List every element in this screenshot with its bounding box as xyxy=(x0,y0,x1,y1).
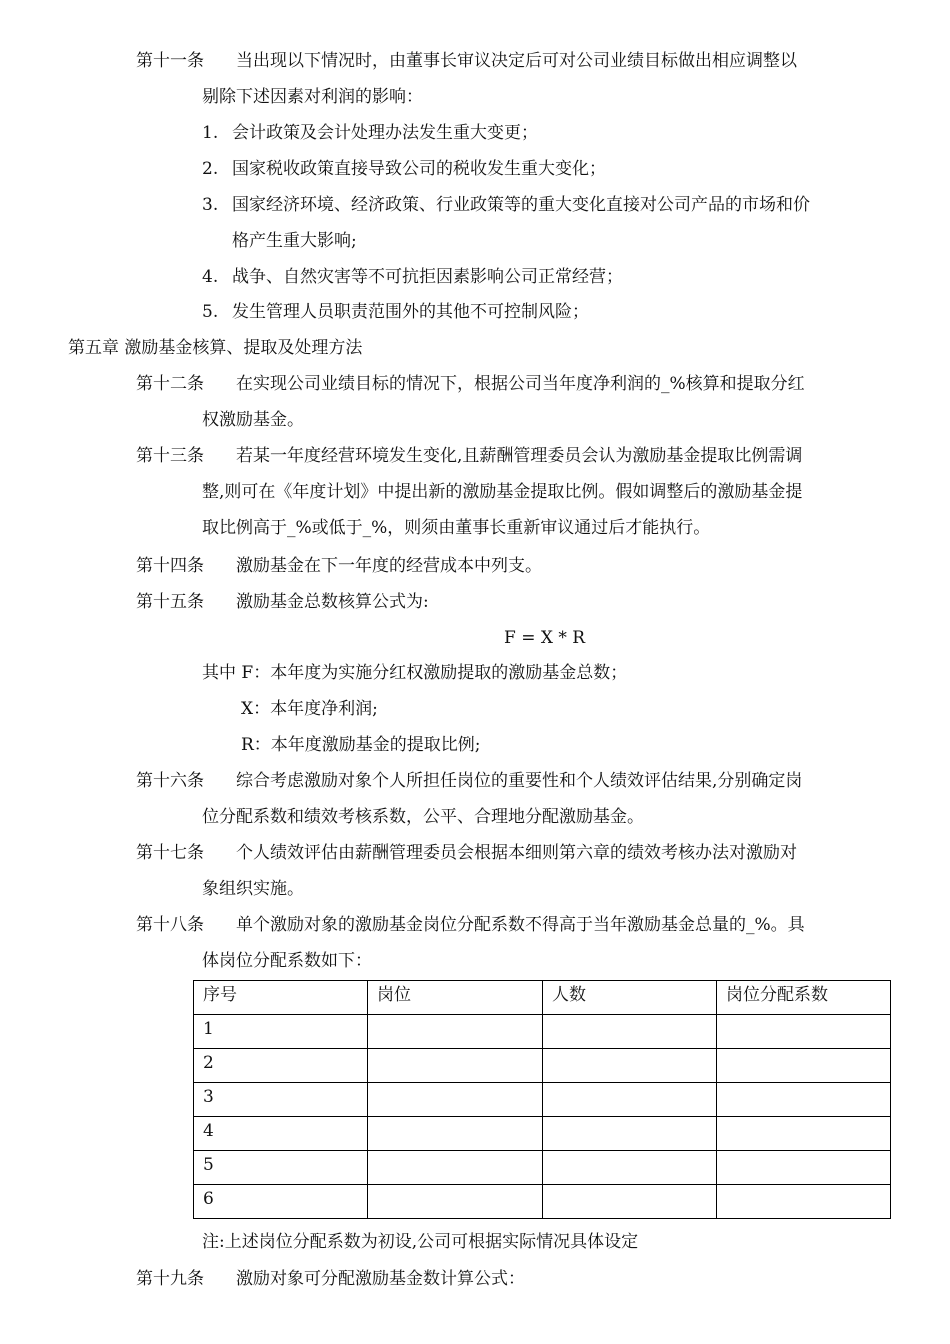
list-item-number: 3. xyxy=(202,195,219,215)
article-11-text: 当出现以下情况时，由董事长审议决定后可对公司业绩目标做出相应调整以 xyxy=(236,51,797,71)
chapter-heading: 第五章 激励基金核算、提取及处理方法 xyxy=(68,338,363,358)
list-item-number: 4. xyxy=(202,267,219,287)
table-cell xyxy=(543,1015,717,1049)
article-13-text-cont: 取比例高于_%或低于_%，则须由董事长重新审议通过后才能执行。 xyxy=(202,518,711,538)
table-cell xyxy=(368,1117,543,1151)
article-19-label: 第十九条 xyxy=(136,1269,204,1289)
column-header: 人数 xyxy=(543,981,717,1015)
table-cell xyxy=(368,1015,543,1049)
table-row xyxy=(194,1083,891,1117)
table-cell xyxy=(368,1049,543,1083)
list-item-number: 2. xyxy=(202,159,219,179)
article-17-text-cont: 象组织实施。 xyxy=(202,879,304,899)
list-item: 国家经济环境、经济政策、行业政策等的重大变化直接对公司产品的市场和价 xyxy=(232,195,810,215)
table-cell xyxy=(717,1083,891,1117)
table-cell xyxy=(717,1185,891,1219)
article-13-text-cont: 整,则可在《年度计划》中提出新的激励基金提取比例。假如调整后的激励基金提 xyxy=(202,482,803,502)
article-18-text: 单个激励对象的激励基金岗位分配系数不得高于当年激励基金总量的_%。具 xyxy=(236,915,805,935)
article-15-label: 第十五条 xyxy=(136,592,204,612)
table-cell: 6 xyxy=(194,1185,368,1219)
column-header: 序号 xyxy=(194,981,368,1015)
list-item: 发生管理人员职责范围外的其他不可控制风险； xyxy=(232,302,589,322)
allocation-table xyxy=(193,980,891,1219)
column-header: 岗位 xyxy=(368,981,543,1015)
article-12-label: 第十二条 xyxy=(136,374,204,394)
table-cell: 1 xyxy=(194,1015,368,1049)
list-item-number: 1. xyxy=(202,123,219,143)
article-12-text-cont: 权激励基金。 xyxy=(202,410,304,430)
article-19-text: 激励对象可分配激励基金数计算公式： xyxy=(236,1269,525,1289)
table-row xyxy=(194,1117,891,1151)
formula-definition-r: R：本年度激励基金的提取比例; xyxy=(241,735,481,755)
table-cell xyxy=(543,1049,717,1083)
article-14-label: 第十四条 xyxy=(136,556,204,576)
table-header-row xyxy=(194,981,891,1015)
formula-definition-f: 其中 F：本年度为实施分红权激励提取的激励基金总数； xyxy=(202,663,628,683)
article-16-text: 综合考虑激励对象个人所担任岗位的重要性和个人绩效评估结果,分别确定岗 xyxy=(236,771,803,791)
table-row xyxy=(194,1151,891,1185)
article-11-text-cont: 剔除下述因素对利润的影响： xyxy=(202,87,423,107)
table-cell xyxy=(543,1117,717,1151)
table-row xyxy=(194,1015,891,1049)
table-cell: 2 xyxy=(194,1049,368,1083)
table-note: 注:上述岗位分配系数为初设,公司可根据实际情况具体设定 xyxy=(202,1232,639,1252)
column-header: 岗位分配系数 xyxy=(717,981,891,1015)
table-cell xyxy=(543,1151,717,1185)
table-cell: 4 xyxy=(194,1117,368,1151)
list-item: 战争、自然灾害等不可抗拒因素影响公司正常经营； xyxy=(232,267,623,287)
article-14-text: 激励基金在下一年度的经营成本中列支。 xyxy=(236,556,542,576)
article-13-label: 第十三条 xyxy=(136,446,204,466)
article-16-text-cont: 位分配系数和绩效考核系数，公平、合理地分配激励基金。 xyxy=(202,807,644,827)
table-cell: 5 xyxy=(194,1151,368,1185)
table-cell xyxy=(717,1015,891,1049)
table-row xyxy=(194,1185,891,1219)
article-17-text: 个人绩效评估由薪酬管理委员会根据本细则第六章的绩效考核办法对激励对 xyxy=(236,843,797,863)
article-18-text-cont: 体岗位分配系数如下： xyxy=(202,951,372,971)
table-cell xyxy=(368,1083,543,1117)
article-17-label: 第十七条 xyxy=(136,843,204,863)
article-12-text: 在实现公司业绩目标的情况下，根据公司当年度净利润的_%核算和提取分红 xyxy=(236,374,805,394)
article-18-label: 第十八条 xyxy=(136,915,204,935)
article-16-label: 第十六条 xyxy=(136,771,204,791)
list-item-number: 5. xyxy=(202,302,219,322)
table-cell xyxy=(543,1185,717,1219)
table-cell: 3 xyxy=(194,1083,368,1117)
formula-definition-x: X：本年度净利润; xyxy=(241,699,378,719)
table-cell xyxy=(717,1117,891,1151)
list-item-cont: 格产生重大影响; xyxy=(232,231,357,251)
table-row xyxy=(194,1049,891,1083)
article-11-label: 第十一条 xyxy=(136,51,204,71)
article-13-text: 若某一年度经营环境发生变化,且薪酬管理委员会认为激励基金提取比例需调 xyxy=(236,446,803,466)
table-cell xyxy=(717,1049,891,1083)
table-cell xyxy=(368,1185,543,1219)
table-cell xyxy=(717,1151,891,1185)
list-item: 会计政策及会计处理办法发生重大变更； xyxy=(232,123,538,143)
article-15-text: 激励基金总数核算公式为: xyxy=(236,592,429,612)
formula: F = X * R xyxy=(504,628,586,648)
table-cell xyxy=(368,1151,543,1185)
list-item: 国家税收政策直接导致公司的税收发生重大变化； xyxy=(232,159,606,179)
table-cell xyxy=(543,1083,717,1117)
